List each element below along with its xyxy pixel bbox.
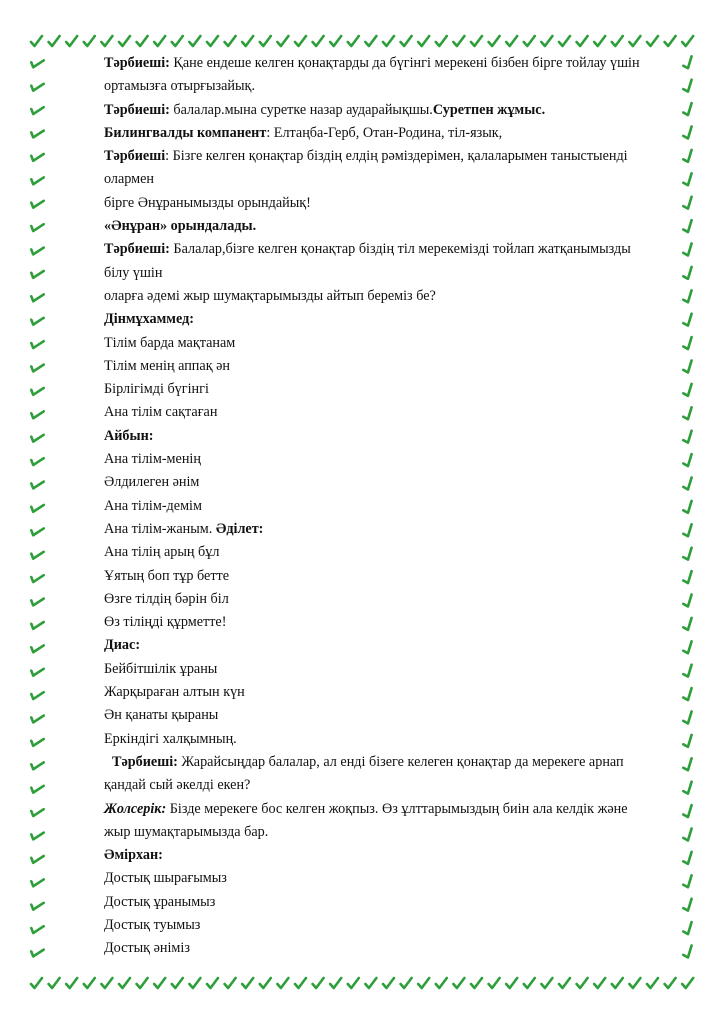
text-line: [104, 99, 664, 122]
check-mark-icon: [681, 361, 695, 374]
bold-label: Дінмұхаммед:: [104, 311, 194, 328]
text-line: [104, 937, 664, 960]
text-segment: білу үшін: [104, 264, 163, 281]
check-mark-icon: [30, 337, 44, 350]
check-mark-icon: [277, 978, 288, 988]
check-mark-icon: [401, 978, 412, 988]
check-mark-icon: [30, 197, 44, 210]
text-segment: Ұятың боп тұр бетте: [104, 567, 230, 584]
text-line: [104, 238, 664, 261]
check-mark-icon: [681, 56, 695, 69]
check-mark-icon: [681, 946, 695, 959]
check-mark-icon: [453, 36, 464, 46]
text-segment: Бізде мерекеге бос келген жоқпыз. Өз ұлттарымыздың биін ала келдік және: [166, 800, 628, 817]
check-mark-icon: [30, 595, 44, 608]
check-mark-icon: [348, 36, 359, 46]
text-segment: Балалар,бізге келген қонақтар біздің тіл мерекемізді тойлап жатқанымызды: [169, 241, 631, 258]
check-mark-icon: [30, 735, 44, 748]
check-mark-icon: [84, 36, 95, 46]
check-mark-icon: [681, 337, 695, 350]
check-mark-icon: [30, 852, 44, 865]
text-line: [104, 145, 664, 168]
check-mark-icon: [577, 978, 588, 988]
check-mark-icon: [30, 174, 44, 187]
text-line: [104, 798, 664, 821]
check-mark-icon: [681, 899, 695, 912]
check-mark-icon: [681, 665, 695, 678]
check-mark-icon: [681, 407, 695, 420]
check-mark-icon: [681, 829, 695, 842]
check-mark-icon: [137, 978, 148, 988]
check-mark-icon: [101, 978, 112, 988]
check-mark-icon: [418, 978, 429, 988]
check-mark-icon: [681, 618, 695, 631]
check-mark-icon: [681, 103, 695, 116]
check-mark-icon: [471, 36, 482, 46]
text-line: [104, 308, 664, 331]
check-mark-icon: [330, 978, 341, 988]
check-mark-icon: [66, 978, 77, 988]
check-mark-icon: [629, 36, 640, 46]
text-segment: Жарқыраған алтын күн: [104, 684, 245, 701]
check-mark-icon: [30, 57, 44, 70]
check-mark-icon: [30, 127, 44, 140]
check-mark-icon: [681, 875, 695, 888]
check-mark-icon: [629, 978, 640, 988]
text-segment: Тілім менің аппақ ән: [104, 357, 231, 374]
text-line: [104, 518, 664, 541]
check-mark-icon: [30, 80, 44, 93]
text-line: [104, 425, 664, 448]
document-body: [104, 52, 664, 961]
check-mark-icon: [30, 384, 44, 397]
text-line: [104, 774, 664, 797]
check-mark-icon: [681, 431, 695, 444]
check-mark-icon: [119, 36, 130, 46]
check-mark-icon: [647, 978, 658, 988]
bold-label: Тәрбиеші: [104, 148, 166, 165]
check-mark-icon: [225, 36, 236, 46]
text-segment: Достық туымыз: [104, 916, 201, 933]
check-mark-icon: [30, 899, 44, 912]
text-segment: Қане ендеше келген қонақтарды да бүгінгі мерекені бізбен бірге тойлау үшін: [169, 55, 640, 71]
text-segment: олармен: [104, 171, 155, 188]
check-mark-icon: [681, 758, 695, 771]
check-mark-icon: [66, 36, 77, 46]
text-line: [104, 378, 664, 401]
text-segment: Еркіндігі халқымның.: [104, 730, 237, 747]
text-segment: Бірлігімді бүгінгі: [104, 381, 209, 398]
text-segment: Тілім барда мақтанам: [104, 334, 236, 351]
check-mark-icon: [506, 36, 517, 46]
check-mark-icon: [681, 478, 695, 491]
check-mark-icon: [154, 978, 165, 988]
check-mark-icon: [49, 36, 60, 46]
text-segment: Достық шырағымыз: [104, 870, 227, 887]
check-mark-icon: [681, 384, 695, 397]
check-mark-icon: [471, 978, 482, 988]
check-mark-icon: [277, 36, 288, 46]
bold-label: Суретпен жұмыс.: [432, 101, 546, 118]
text-line: [104, 681, 664, 704]
check-mark-icon: [559, 36, 570, 46]
check-mark-icon: [242, 36, 253, 46]
text-line: [104, 914, 664, 937]
check-mark-icon: [681, 735, 695, 748]
text-line: [104, 658, 664, 681]
text-segment: Ана тілім-менің: [104, 451, 201, 468]
check-mark-icon: [436, 978, 447, 988]
check-mark-icon: [681, 922, 695, 935]
check-mark-icon: [242, 978, 253, 988]
text-segment: Ана тілің арың бұл: [104, 544, 220, 561]
check-mark-icon: [225, 978, 236, 988]
check-mark-icon: [524, 36, 535, 46]
check-mark-icon: [207, 978, 218, 988]
text-line: [104, 262, 664, 285]
text-segment: Ана тілім-демім: [104, 497, 202, 514]
check-mark-icon: [681, 244, 695, 257]
bold-label: Тәрбиеші:: [104, 101, 170, 118]
check-mark-icon: [681, 712, 695, 725]
check-mark-icon: [154, 36, 165, 46]
check-mark-icon: [612, 978, 623, 988]
check-mark-icon: [506, 978, 517, 988]
check-mark-icon: [172, 36, 183, 46]
text-line: [104, 122, 664, 145]
check-mark-icon: [30, 618, 44, 631]
text-segment: қандай сый әкелді екен?: [104, 777, 251, 794]
check-mark-icon: [30, 665, 44, 678]
check-mark-icon: [383, 978, 394, 988]
check-mark-icon: [30, 712, 44, 725]
text-segment: Өз тіліңді құрметте!: [104, 614, 227, 631]
check-mark-icon: [594, 978, 605, 988]
check-mark-icon: [260, 36, 271, 46]
text-segment: : Бізге келген қонақтар біздің елдің рәміздерімен, қалаларымен таныстыенді: [165, 148, 628, 165]
text-line: [104, 634, 664, 657]
check-mark-icon: [365, 36, 376, 46]
check-mark-icon: [681, 173, 695, 186]
check-mark-icon: [594, 36, 605, 46]
text-segment: Жарайсыңдар балалар, ал енді бізеге келеген қонақтар да мерекеге арнап: [177, 753, 624, 770]
check-mark-icon: [30, 454, 44, 467]
check-mark-icon: [348, 978, 359, 988]
check-mark-icon: [681, 595, 695, 608]
check-mark-icon: [681, 688, 695, 701]
text-line: [104, 75, 664, 98]
check-mark-icon: [30, 478, 44, 491]
check-mark-icon: [681, 267, 695, 280]
check-mark-icon: [30, 759, 44, 772]
check-mark-icon: [681, 197, 695, 210]
check-mark-icon: [524, 978, 535, 988]
text-segment: : Елтаңба-Герб, Отан-Родина, тіл-язык,: [266, 124, 503, 141]
text-line: [104, 215, 664, 238]
check-mark-icon: [119, 978, 130, 988]
check-mark-icon: [401, 36, 412, 46]
text-line: [104, 332, 664, 355]
text-segment: Әлдилеген әнім: [104, 474, 200, 491]
text-segment: оларға әдемі жыр шумақтарымызды айтып береміз бе?: [104, 287, 436, 304]
check-mark-icon: [189, 36, 200, 46]
check-mark-icon: [30, 408, 44, 421]
check-mark-icon: [30, 291, 44, 304]
check-mark-icon: [30, 361, 44, 374]
check-mark-icon: [436, 36, 447, 46]
text-segment: Достық ұранымыз: [104, 893, 216, 910]
check-mark-icon: [681, 80, 695, 93]
text-segment: Достық әніміз: [104, 940, 190, 957]
check-mark-icon: [559, 978, 570, 988]
check-mark-icon: [30, 548, 44, 561]
check-mark-icon: [647, 36, 658, 46]
text-line: [104, 471, 664, 494]
text-line: [104, 891, 664, 914]
check-mark-icon: [295, 36, 306, 46]
text-line: [104, 588, 664, 611]
check-mark-icon: [30, 642, 44, 655]
text-line: [104, 448, 664, 471]
text-line: [104, 541, 664, 564]
bold-label: Диас:: [104, 637, 141, 654]
text-segment: Өзге тілдің бәрін біл: [104, 590, 229, 607]
bold-label: Әмірхан:: [104, 847, 163, 864]
check-mark-icon: [577, 36, 588, 46]
check-mark-icon: [84, 978, 95, 988]
text-line: [104, 401, 664, 424]
check-mark-icon: [665, 36, 676, 46]
check-mark-icon: [30, 922, 44, 935]
text-line: [104, 168, 664, 191]
text-segment: Бейбітшілік ұраны: [104, 660, 218, 677]
check-mark-icon: [681, 524, 695, 537]
check-mark-icon: [681, 782, 695, 795]
check-mark-icon: [207, 36, 218, 46]
text-segment: жыр шумақтарымызда бар.: [104, 823, 269, 840]
check-mark-icon: [330, 36, 341, 46]
text-segment: ортамызға отырғызайық.: [104, 78, 255, 95]
text-line: [104, 355, 664, 378]
check-mark-icon: [101, 36, 112, 46]
check-mark-icon: [295, 978, 306, 988]
text-segment: Ана тілім-жаным.: [104, 520, 216, 537]
check-mark-icon: [30, 525, 44, 538]
check-mark-icon: [541, 36, 552, 46]
check-mark-icon: [313, 36, 324, 46]
text-segment: Ана тілім сақтаған: [104, 404, 218, 421]
check-mark-icon: [681, 852, 695, 865]
text-segment: Ән қанаты қыраны: [104, 707, 219, 724]
check-mark-icon: [30, 805, 44, 818]
check-mark-icon: [681, 127, 695, 140]
check-mark-icon: [30, 103, 44, 116]
check-mark-icon: [681, 150, 695, 163]
bold-label: Жолсерік:: [104, 800, 167, 817]
check-mark-icon: [30, 782, 44, 795]
check-mark-icon: [681, 501, 695, 514]
check-mark-icon: [681, 314, 695, 327]
text-line: [104, 867, 664, 890]
bold-label: «Әнұран» орындалады.: [104, 218, 257, 235]
check-mark-icon: [30, 220, 44, 233]
check-mark-icon: [681, 641, 695, 654]
check-mark-icon: [681, 454, 695, 467]
check-mark-icon: [260, 978, 271, 988]
check-mark-icon: [453, 978, 464, 988]
check-mark-icon: [30, 501, 44, 514]
check-mark-icon: [681, 805, 695, 818]
check-mark-icon: [30, 244, 44, 257]
check-mark-icon: [189, 978, 200, 988]
check-mark-icon: [30, 829, 44, 842]
check-mark-icon: [31, 978, 42, 988]
text-line: [104, 704, 664, 727]
check-mark-icon: [489, 36, 500, 46]
check-mark-icon: [30, 876, 44, 889]
text-line: [104, 285, 664, 308]
check-mark-icon: [365, 978, 376, 988]
text-line: [104, 728, 664, 751]
check-mark-icon: [681, 290, 695, 303]
check-mark-icon: [30, 150, 44, 163]
bold-label: Тәрбиеші:: [104, 55, 170, 71]
check-mark-icon: [31, 36, 42, 46]
check-mark-icon: [665, 978, 676, 988]
check-mark-icon: [612, 36, 623, 46]
check-mark-icon: [681, 571, 695, 584]
text-line: [104, 821, 664, 844]
text-line: [104, 751, 664, 774]
check-mark-icon: [541, 978, 552, 988]
check-mark-icon: [30, 267, 44, 280]
check-mark-icon: [681, 548, 695, 561]
check-mark-icon: [30, 946, 44, 959]
check-mark-icon: [682, 36, 693, 46]
check-mark-icon: [681, 220, 695, 233]
text-segment: бірге Әнұранымызды орындайық!: [104, 194, 311, 211]
text-line: [104, 192, 664, 215]
check-mark-icon: [172, 978, 183, 988]
check-mark-icon: [30, 571, 44, 584]
check-mark-icon: [30, 431, 44, 444]
check-mark-icon: [489, 978, 500, 988]
check-mark-icon: [30, 314, 44, 327]
text-line: [104, 611, 664, 634]
bold-label: Билингвалды компанент: [104, 124, 267, 141]
check-mark-icon: [313, 978, 324, 988]
text-line: [104, 844, 664, 867]
check-mark-icon: [137, 36, 148, 46]
bold-label: Тәрбиеші:: [104, 241, 170, 258]
text-segment: балалар.мына суретке назар аударайықшы.: [169, 101, 433, 118]
check-mark-icon: [30, 688, 44, 701]
bold-label: Айбын:: [104, 427, 154, 444]
check-mark-icon: [49, 978, 60, 988]
text-line: [104, 565, 664, 588]
check-mark-icon: [418, 36, 429, 46]
bold-label: Әділет:: [215, 520, 264, 537]
check-mark-icon: [682, 978, 693, 988]
text-line: [104, 52, 664, 75]
check-mark-icon: [383, 36, 394, 46]
text-line: [104, 495, 664, 518]
bold-label: Тәрбиеші:: [112, 753, 178, 770]
